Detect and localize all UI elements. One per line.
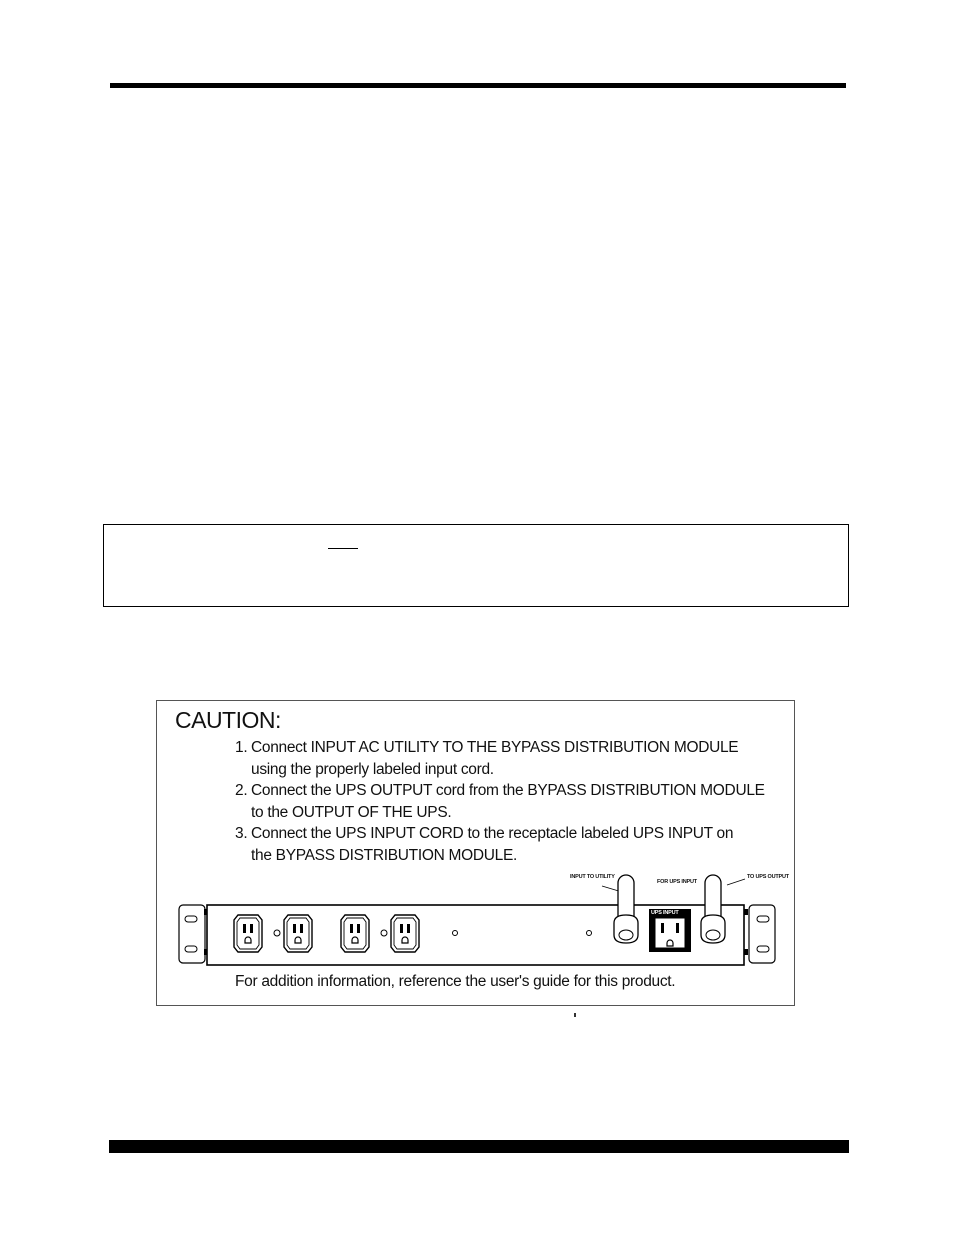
step-text-continued: to the OUTPUT OF THE UPS. xyxy=(251,803,452,821)
step-text-continued: the BYPASS DISTRIBUTION MODULE. xyxy=(251,846,518,864)
output-cord xyxy=(701,875,725,943)
step-2 xyxy=(235,780,785,823)
caution-label-panel xyxy=(156,700,795,1006)
note-underline xyxy=(328,548,358,549)
step-3 xyxy=(235,823,785,866)
bypass-module-diagram xyxy=(177,871,782,971)
caution-title: CAUTION: xyxy=(175,707,281,733)
label-to-ups-output: TO UPS OUTPUT xyxy=(747,874,789,880)
step-number: 3. xyxy=(235,825,248,842)
step-text: Connect the UPS OUTPUT cord from the BYPASS DISTRIBUTION MODULE xyxy=(251,782,765,799)
step-text-continued: using the properly labeled input cord. xyxy=(251,760,494,778)
receptacle-label: UPS INPUT xyxy=(651,910,679,916)
step-text: Connect the UPS INPUT CORD to the receptacle labeled UPS INPUT on xyxy=(251,825,734,842)
step-number: 1. xyxy=(235,739,248,756)
step-number: 2. xyxy=(235,782,248,799)
left-mounting-ear xyxy=(179,905,208,963)
scan-mark xyxy=(574,1013,576,1017)
step-text: Connect INPUT AC UTILITY TO THE BYPASS DISTRIBUTION MODULE xyxy=(251,739,739,756)
label-input-to-utility: INPUT TO UTILITY xyxy=(570,874,615,880)
caution-steps xyxy=(235,737,785,866)
right-mounting-ear xyxy=(744,905,775,963)
header-rule xyxy=(110,83,846,88)
note-box xyxy=(103,524,849,607)
footer-rule xyxy=(109,1140,849,1153)
step-1 xyxy=(235,737,785,780)
input-cord xyxy=(614,875,638,943)
label-for-ups-input: FOR UPS INPUT xyxy=(657,879,697,885)
caution-footer-note: For addition information, reference the user's guide for this product. xyxy=(235,973,676,990)
leader-line-output xyxy=(727,879,745,885)
